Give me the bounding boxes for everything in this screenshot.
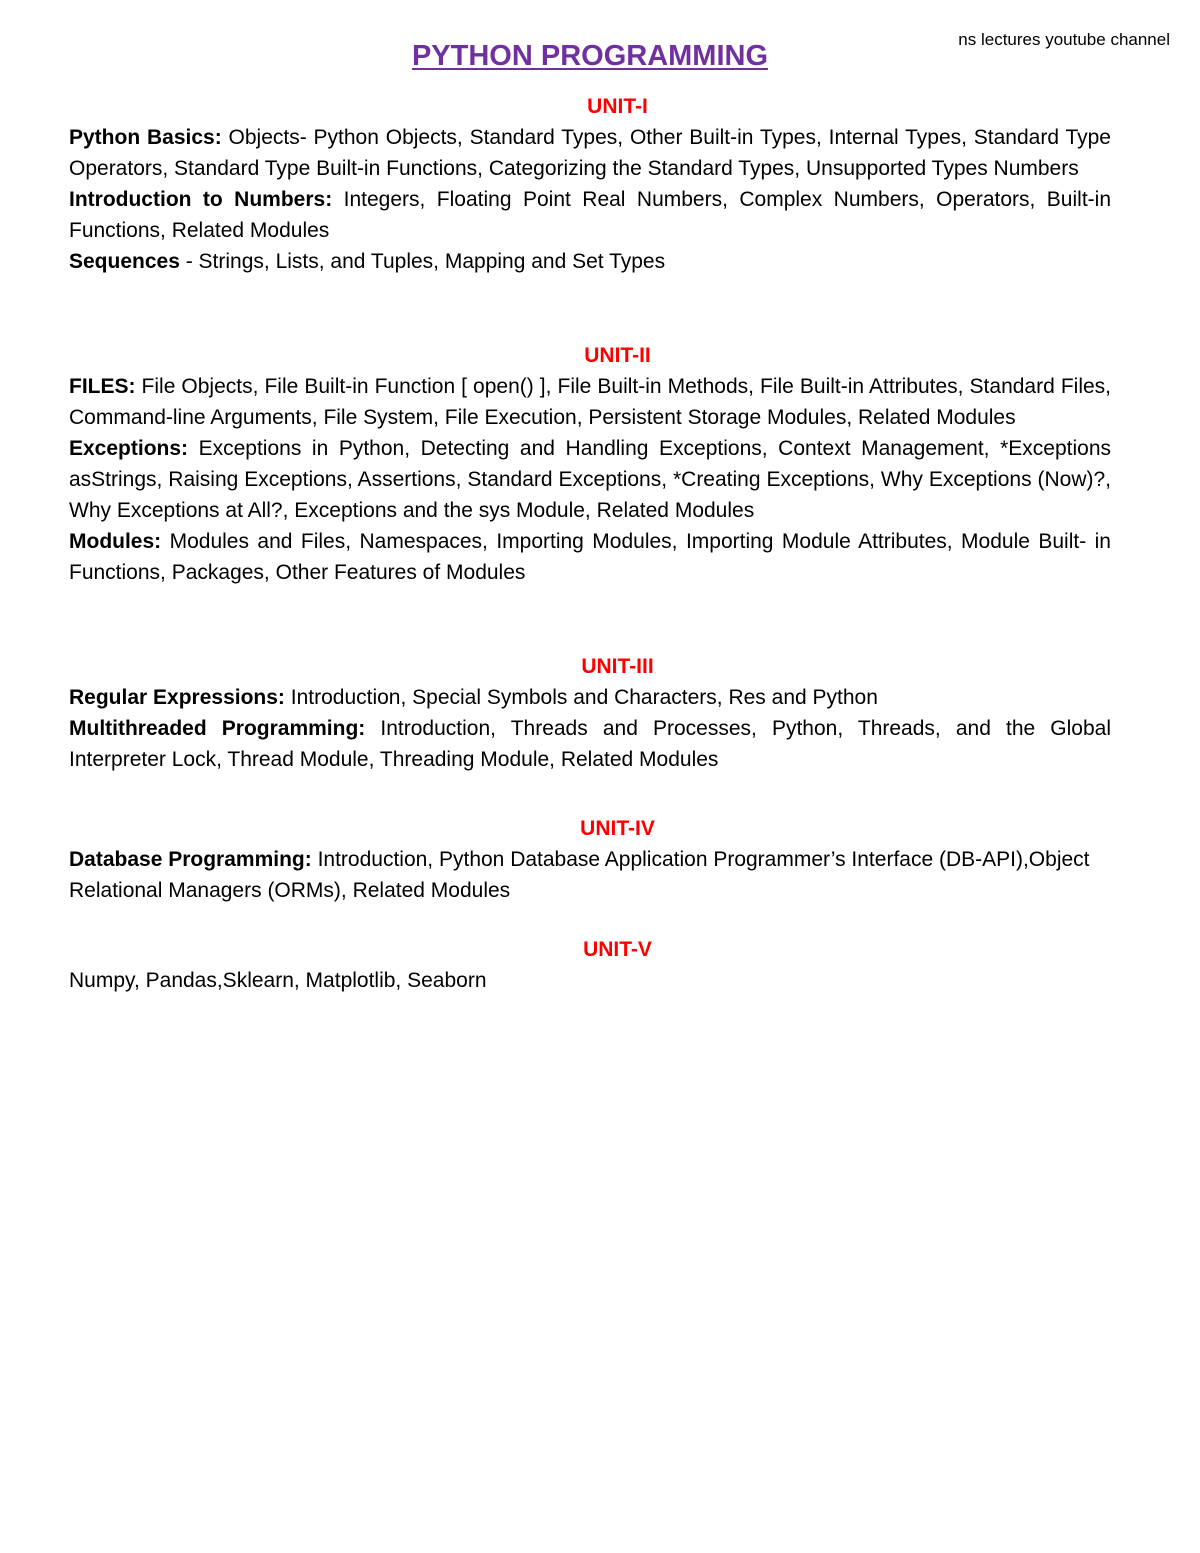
topic-label: Database Programming: (69, 848, 312, 871)
topic-paragraph (69, 682, 1111, 713)
topic-content: Introduction, Special Symbols and Characters, Res and Python (284, 686, 878, 709)
topic-paragraph (69, 526, 1111, 588)
unit-heading: UNIT-III (581, 655, 654, 678)
topic-content: Integers, Floating Point Real Numbers, Complex Numbers, Operators, Built-in Functions, Related Modules (69, 188, 1111, 242)
topic-label: Python Basics: (69, 126, 222, 149)
unit-section-3 (69, 651, 1111, 775)
page-title: PYTHON PROGRAMMING (411, 40, 769, 72)
topic-label: FILES: (69, 375, 136, 398)
topic-label: Introduction to Numbers: (69, 188, 333, 211)
topic-paragraph (69, 184, 1111, 246)
unit-heading: UNIT-II (584, 344, 651, 367)
topic-content: - Strings, Lists, and Tuples, Mapping and Set Types (179, 250, 666, 273)
topic-paragraph (69, 371, 1111, 433)
topic-content: File Objects, File Built-in Function [ open() ], File Built-in Methods, File Built-in Attributes, Standard Files, Command-line Arguments, File System, File Execution, Persistent Storage Modules, Related Modules (69, 375, 1111, 429)
channel-watermark: ns lectures youtube channel (958, 30, 1170, 49)
topic-paragraph (69, 433, 1111, 526)
topic-label: Exceptions: (69, 437, 189, 460)
topic-label: Multithreaded Programming: (69, 717, 366, 740)
unit-section-5 (69, 934, 1111, 996)
unit-heading: UNIT-V (583, 938, 652, 961)
topic-content: Introduction, Python Database Application Programmer’s Interface (DB-API),Object Relational Managers (ORMs), Related Modules (69, 848, 1090, 902)
topic-paragraph (69, 844, 1111, 906)
topic-content: Introduction, Threads and Processes, Python, Threads, and the Global Interpreter Lock, Thread Module, Threading Module, Related Modules (69, 717, 1111, 771)
topic-content: Modules and Files, Namespaces, Importing Modules, Importing Module Attributes, Module Built- in Functions, Packages, Other Features of Modules (69, 530, 1111, 584)
topic-paragraph (69, 122, 1111, 184)
unit-section-2 (69, 340, 1111, 588)
topic-label: Regular Expressions: (69, 686, 285, 709)
unit-heading: UNIT-IV (580, 817, 655, 840)
topic-paragraph (69, 965, 1111, 996)
topic-content: Numpy, Pandas,Sklearn, Matplotlib, Seaborn (69, 969, 487, 992)
unit-heading: UNIT-I (587, 95, 648, 118)
topic-label: Sequences (69, 250, 180, 273)
topic-paragraph (69, 713, 1111, 775)
unit-section-1 (69, 91, 1111, 277)
topic-paragraph (69, 246, 1111, 277)
topic-content: Objects- Python Objects, Standard Types, Other Built-in Types, Internal Types, Standard Type Operators, Standard Type Built-in Functions, Categorizing the Standard Types, Unsupported Types Numbers (69, 126, 1111, 180)
topic-content: Exceptions in Python, Detecting and Handling Exceptions, Context Management, *Exceptions asStrings, Raising Exceptions, Assertions, Standard Exceptions, *Creating Exceptions, Why Exceptions (Now)?, Why Exceptions at All?, Exceptions and the sys Module, Related Modules (69, 437, 1111, 522)
unit-section-4 (69, 813, 1111, 906)
topic-label: Modules: (69, 530, 162, 553)
